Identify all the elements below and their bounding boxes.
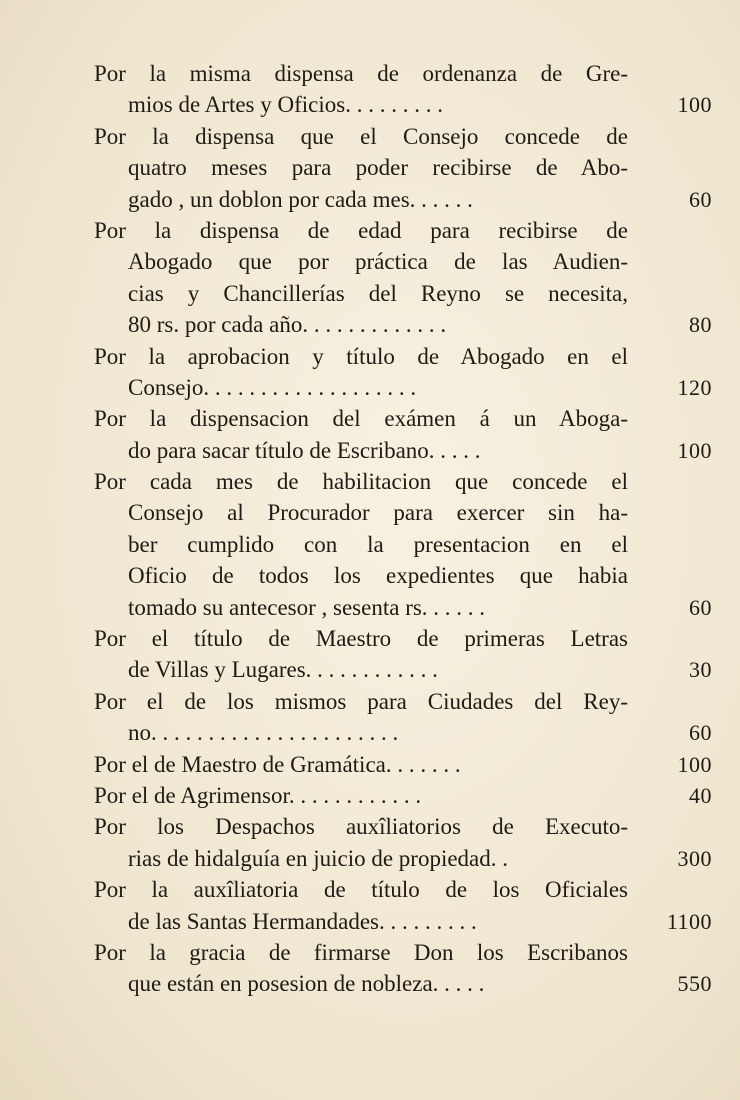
fee-entry-text: rias de hidalguía en juicio de propiedad. . — [128, 845, 509, 871]
fee-entry-line — [94, 89, 712, 120]
fee-entry-line — [94, 497, 628, 528]
fee-amount: 30 — [689, 657, 712, 683]
fee-amount: 100 — [677, 751, 712, 777]
fee-entry-line — [94, 623, 628, 654]
fee-entry-text: Consejo. . . . . . . . . . . . . . . . . . . — [128, 374, 417, 400]
fee-amount: 40 — [689, 782, 712, 808]
fee-entry — [94, 686, 712, 749]
fee-entry — [94, 811, 712, 874]
fee-entry-line — [94, 246, 628, 277]
fee-amount: 1100 — [666, 908, 712, 934]
fee-entry — [94, 623, 712, 686]
fee-entry-line — [94, 215, 628, 246]
fee-entry-text: Abogado que por práctica de las Audien- — [128, 249, 628, 275]
fee-amount: 120 — [677, 374, 712, 400]
fee-entry-line — [94, 529, 628, 560]
fee-entry-line — [94, 372, 712, 403]
fee-entry-text: Por el de Maestro de Gramática. . . . . . . — [94, 751, 461, 777]
fee-entry-line — [94, 121, 628, 152]
fee-entry-text: Por la misma dispensa de ordenanza de Gre- — [94, 61, 628, 86]
fee-entry-text: quatro meses para poder recibirse de Abo- — [128, 155, 628, 181]
fee-entry-line — [94, 435, 712, 466]
fee-entry-text: Por la auxîliatoria de título de los Oficiales — [94, 877, 628, 903]
fee-amount: 60 — [689, 186, 712, 212]
fee-entry-line — [94, 686, 628, 717]
fee-entry — [94, 403, 712, 466]
fee-amount: 60 — [689, 594, 712, 620]
fee-entry — [94, 58, 712, 121]
fee-entry-line — [94, 717, 712, 748]
fee-entry-line — [94, 58, 628, 89]
fee-entry-text: de las Santas Hermandades. . . . . . . . . — [128, 908, 477, 934]
fee-entry — [94, 215, 712, 341]
fee-amount: 100 — [677, 437, 712, 463]
fee-entry-line — [94, 592, 712, 623]
fee-entry-line — [94, 906, 712, 937]
fee-entry-text: Consejo al Procurador para exercer sin ha- — [128, 500, 628, 526]
fee-entry-text: cias y Chancillerías del Reyno se necesita, — [128, 280, 628, 306]
fee-entry-text: Por la dispensa de edad para recibirse de — [94, 217, 628, 243]
fee-entry-line — [94, 466, 628, 497]
fee-entry-text: Por la gracia de firmarse Don los Escribanos — [94, 939, 628, 965]
fee-entry-line — [94, 560, 628, 591]
fee-entry-line — [94, 749, 712, 780]
fee-entry — [94, 874, 712, 937]
fee-entry-text: do para sacar título de Escribano. . . . . — [128, 437, 481, 463]
fee-entry — [94, 780, 712, 811]
fee-list — [94, 58, 712, 1000]
fee-amount: 550 — [677, 971, 712, 997]
fee-entry-text: Por la dispensacion del exámen á un Aboga- — [94, 406, 628, 432]
fee-entry — [94, 937, 712, 1000]
fee-entry-line — [94, 811, 628, 842]
fee-amount: 60 — [689, 720, 712, 746]
fee-entry-text: Por el de Agrimensor. . . . . . . . . . . . — [94, 782, 422, 808]
fee-amount: 300 — [677, 845, 712, 871]
fee-entry-text: mios de Artes y Oficios. . . . . . . . . — [128, 92, 443, 118]
fee-entry-text: que están en posesion de nobleza. . . . . — [128, 971, 485, 997]
fee-entry-text: ber cumplido con la presentacion en el — [128, 531, 628, 557]
fee-entry — [94, 341, 712, 404]
fee-entry-line — [94, 937, 628, 968]
fee-entry-line — [94, 341, 628, 372]
fee-entry-line — [94, 403, 628, 434]
fee-entry-line — [94, 843, 712, 874]
fee-entry-line — [94, 654, 712, 685]
fee-entry-line — [94, 309, 712, 340]
fee-entry-text: Oficio de todos los expedientes que habia — [128, 563, 628, 589]
fee-entry-text: Por cada mes de habilitacion que concede el — [94, 469, 628, 495]
fee-amount: 100 — [677, 92, 712, 118]
fee-amount: 80 — [689, 312, 712, 338]
fee-entry-text: no. . . . . . . . . . . . . . . . . . . . . . — [128, 720, 399, 746]
fee-entry-text: Por la dispensa que el Consejo concede de — [94, 123, 628, 149]
fee-entry-line — [94, 968, 712, 999]
fee-entry-line — [94, 874, 628, 905]
fee-entry — [94, 466, 712, 623]
fee-entry-text: 80 rs. por cada año. . . . . . . . . . . . . — [128, 312, 447, 338]
fee-entry-text: Por el de los mismos para Ciudades del Rey- — [94, 688, 628, 714]
fee-entry-line — [94, 184, 712, 215]
fee-entry — [94, 121, 712, 215]
fee-entry-text: tomado su antecesor , sesenta rs. . . . . . — [128, 594, 486, 620]
fee-entry-text: gado , un doblon por cada mes. . . . . . — [128, 186, 473, 212]
fee-entry-line — [94, 152, 628, 183]
fee-entry-text: Por el título de Maestro de primeras Letras — [94, 626, 628, 652]
fee-entry-line — [94, 278, 628, 309]
fee-entry-text: de Villas y Lugares. . . . . . . . . . . . — [128, 657, 438, 683]
fee-entry-text: Por los Despachos auxîliatorios de Executo- — [94, 814, 628, 840]
fee-entry-text: Por la aprobacion y título de Abogado en el — [94, 343, 628, 369]
fee-entry-line — [94, 780, 712, 811]
fee-entry — [94, 749, 712, 780]
